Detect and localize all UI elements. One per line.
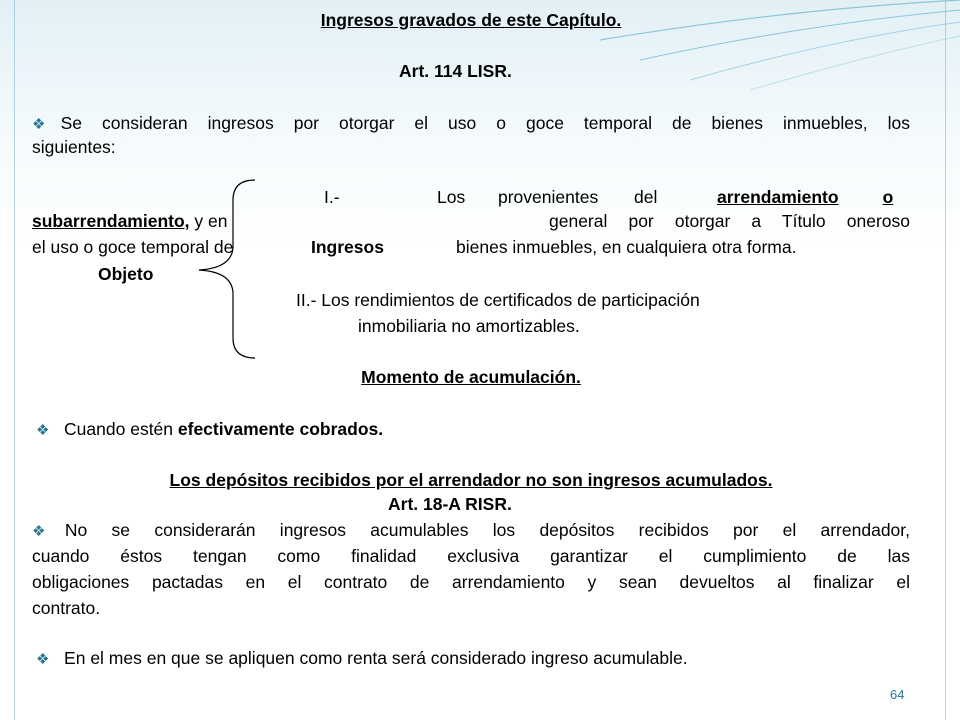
fraccion2-line1: II.- Los rendimientos de certificados de participación [296,290,700,310]
left-bracket [197,178,257,360]
fraccion1-line2-left: subarrendamiento, y en [32,211,228,231]
brace-label-objeto: Objeto [98,264,154,284]
left-border-line [14,0,15,720]
fraccion1-arrendamiento: arrendamiento o [717,187,894,207]
fraccion1-num: I.- [324,187,340,207]
fraccion2-line2: inmobiliaria no amortizables. [358,316,580,336]
fraccion1-line3-left: el uso o goce temporal de [32,237,234,257]
bullet4: ❖ En el mes en que se apliquen como renta será considerado ingreso acumulable. [36,648,688,668]
article-reference-lisr: Art. 114 LISR. [399,61,512,81]
brace-label-ingresos: Ingresos [311,237,384,257]
bullet1-line1: ❖Se consideran ingresos por otorgar el uso o goce temporal de bienes inmuebles, los [32,113,910,133]
bullet1-line2: siguientes: [32,137,116,157]
fraccion1-word-del: del [634,187,658,207]
bullet-icon: ❖ [32,116,61,133]
right-border-line [945,0,946,720]
depositos-heading: Los depósitos recibidos por el arrendador no son ingresos acumulados. [169,470,773,490]
slide-content [32,0,910,720]
bullet3-line4: contrato. [32,598,101,618]
fraccion1-line3-right: bienes inmuebles, en cualquiera otra forma. [456,237,797,257]
article-reference-risr: Art. 18-A RISR. [388,494,512,514]
bullet-icon: ❖ [36,422,50,439]
bullet-icon: ❖ [32,523,65,540]
bullet3-line2: cuando éstos tengan como finalidad exclusiva garantizar el cumplimiento de las [32,546,910,566]
bullet3-line1: ❖No se considerarán ingresos acumulables los depósitos recibidos por el arrendador, [32,520,911,540]
momento-heading: Momento de acumulación. [361,367,581,387]
fraccion1-line2-right: general por otorgar a Título oneroso [549,211,910,231]
bullet3-line3: obligaciones pactadas en el contrato de arrendamiento y sean devueltos al finalizar el [32,572,910,592]
page-number: 64 [890,687,905,702]
section-heading: Ingresos gravados de este Capítulo. [320,10,622,30]
bullet2: ❖ Cuando estén efectivamente cobrados. [36,419,384,439]
bullet-icon: ❖ [36,651,50,668]
fraccion1-word-los: Los [437,187,466,207]
fraccion1-word-provenientes: provenientes [498,187,599,207]
